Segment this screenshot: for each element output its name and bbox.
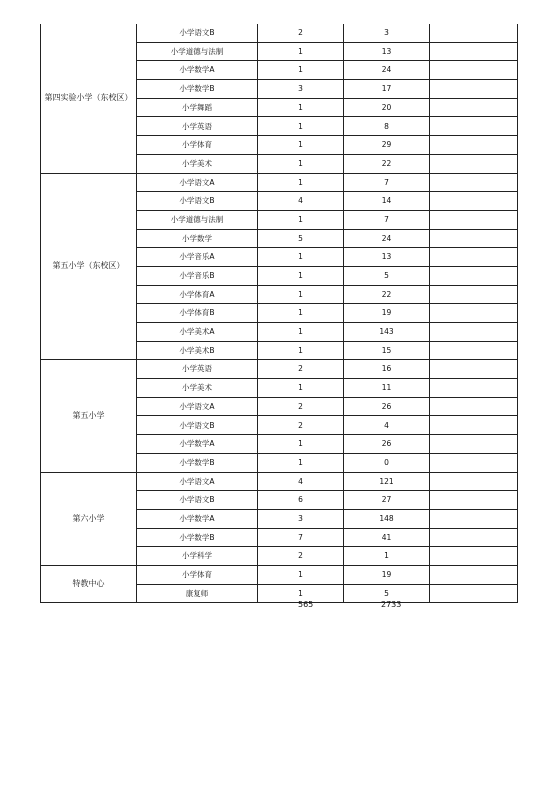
remark-cell: [430, 42, 518, 61]
school-name-cell: 第六小学: [41, 472, 137, 565]
remark-cell: [430, 61, 518, 80]
subject-cell: 小学音乐A: [137, 248, 258, 267]
remark-cell: [430, 98, 518, 117]
count-b-cell: 11: [344, 379, 430, 398]
count-b-cell: 13: [344, 42, 430, 61]
subject-cell: 小学音乐B: [137, 266, 258, 285]
subject-cell: 小学美术: [137, 379, 258, 398]
count-a-cell: 1: [258, 435, 344, 454]
remark-cell: [430, 323, 518, 342]
remark-cell: [430, 229, 518, 248]
remark-cell: [430, 397, 518, 416]
subject-cell: 小学语文B: [137, 416, 258, 435]
table-row: [41, 24, 518, 42]
subject-cell: 小学科学: [137, 547, 258, 566]
count-a-cell: 4: [258, 192, 344, 211]
count-a-cell: 1: [258, 266, 344, 285]
count-b-cell: 121: [344, 472, 430, 491]
count-b-cell: 5: [344, 266, 430, 285]
remark-cell: [430, 528, 518, 547]
count-b-cell: 19: [344, 304, 430, 323]
count-b-cell: 16: [344, 360, 430, 379]
subject-cell: 小学语文A: [137, 472, 258, 491]
school-name-cell: 第五小学: [41, 360, 137, 472]
subject-cell: 小学美术B: [137, 341, 258, 360]
count-b-cell: 24: [344, 61, 430, 80]
count-b-cell: 22: [344, 154, 430, 173]
count-b-cell: 0: [344, 453, 430, 472]
count-b-cell: 148: [344, 509, 430, 528]
school-name-cell: 第四实验小学（东校区）: [41, 24, 137, 173]
count-a-cell: 1: [258, 341, 344, 360]
count-b-cell: 14: [344, 192, 430, 211]
count-b-cell: 1: [344, 547, 430, 566]
count-a-cell: 1: [258, 584, 344, 603]
table-row: [41, 565, 518, 584]
school-name-cell: 第五小学（东校区）: [41, 173, 137, 360]
subject-cell: 小学数学B: [137, 528, 258, 547]
count-a-cell: 1: [258, 61, 344, 80]
remark-cell: [430, 565, 518, 584]
subject-cell: 小学体育: [137, 136, 258, 155]
remark-cell: [430, 24, 518, 42]
subject-cell: 小学体育A: [137, 285, 258, 304]
subject-cell: 小学语文A: [137, 397, 258, 416]
count-b-cell: 15: [344, 341, 430, 360]
subject-cell: 小学语文B: [137, 192, 258, 211]
remark-cell: [430, 341, 518, 360]
subject-cell: 小学英语: [137, 117, 258, 136]
subject-cell: 小学体育: [137, 565, 258, 584]
table-body: [41, 24, 518, 603]
table-row: [41, 173, 518, 192]
remark-cell: [430, 173, 518, 192]
remark-cell: [430, 285, 518, 304]
count-b-cell: 41: [344, 528, 430, 547]
count-a-cell: 1: [258, 117, 344, 136]
count-b-cell: 13: [344, 248, 430, 267]
count-b-cell: 22: [344, 285, 430, 304]
subject-cell: 小学美术: [137, 154, 258, 173]
subject-cell: 小学道德与法制: [137, 210, 258, 229]
count-b-cell: 143: [344, 323, 430, 342]
total-count-b: 2733: [381, 600, 402, 609]
remark-cell: [430, 584, 518, 603]
remark-cell: [430, 491, 518, 510]
count-a-cell: 1: [258, 173, 344, 192]
remark-cell: [430, 435, 518, 454]
remark-cell: [430, 210, 518, 229]
count-a-cell: 1: [258, 248, 344, 267]
subject-cell: 小学舞蹈: [137, 98, 258, 117]
subject-cell: 小学道德与法制: [137, 42, 258, 61]
position-table: [40, 24, 518, 603]
remark-cell: [430, 248, 518, 267]
remark-cell: [430, 192, 518, 211]
count-a-cell: 1: [258, 565, 344, 584]
subject-cell: 小学英语: [137, 360, 258, 379]
remark-cell: [430, 416, 518, 435]
count-a-cell: 5: [258, 229, 344, 248]
count-a-cell: 7: [258, 528, 344, 547]
count-a-cell: 1: [258, 304, 344, 323]
count-b-cell: 26: [344, 397, 430, 416]
count-a-cell: 1: [258, 453, 344, 472]
count-b-cell: 7: [344, 173, 430, 192]
count-b-cell: 29: [344, 136, 430, 155]
count-b-cell: 19: [344, 565, 430, 584]
count-a-cell: 1: [258, 98, 344, 117]
subject-cell: 小学数学A: [137, 61, 258, 80]
count-a-cell: 4: [258, 472, 344, 491]
count-a-cell: 2: [258, 24, 344, 42]
count-a-cell: 1: [258, 285, 344, 304]
table-row: [41, 360, 518, 379]
count-a-cell: 2: [258, 360, 344, 379]
subject-cell: 小学美术A: [137, 323, 258, 342]
remark-cell: [430, 360, 518, 379]
remark-cell: [430, 547, 518, 566]
count-a-cell: 1: [258, 154, 344, 173]
school-name-cell: 特教中心: [41, 565, 137, 602]
subject-cell: 小学数学A: [137, 509, 258, 528]
subject-cell: 小学语文B: [137, 491, 258, 510]
subject-cell: 小学数学B: [137, 453, 258, 472]
count-b-cell: 5: [344, 584, 430, 603]
count-a-cell: 2: [258, 416, 344, 435]
count-a-cell: 2: [258, 397, 344, 416]
count-a-cell: 1: [258, 379, 344, 398]
count-a-cell: 3: [258, 509, 344, 528]
total-count-a: 565: [298, 600, 314, 609]
remark-cell: [430, 472, 518, 491]
count-b-cell: 7: [344, 210, 430, 229]
count-b-cell: 8: [344, 117, 430, 136]
count-b-cell: 24: [344, 229, 430, 248]
remark-cell: [430, 136, 518, 155]
count-a-cell: 1: [258, 210, 344, 229]
count-b-cell: 27: [344, 491, 430, 510]
remark-cell: [430, 154, 518, 173]
count-a-cell: 3: [258, 80, 344, 99]
subject-cell: 小学数学B: [137, 80, 258, 99]
subject-cell: 小学体育B: [137, 304, 258, 323]
remark-cell: [430, 304, 518, 323]
subject-cell: 小学数学: [137, 229, 258, 248]
subject-cell: 小学语文B: [137, 24, 258, 42]
count-a-cell: 1: [258, 136, 344, 155]
remark-cell: [430, 80, 518, 99]
count-a-cell: 2: [258, 547, 344, 566]
table-row: [41, 472, 518, 491]
subject-cell: 康复师: [137, 584, 258, 603]
count-a-cell: 6: [258, 491, 344, 510]
count-b-cell: 4: [344, 416, 430, 435]
subject-cell: 小学语文A: [137, 173, 258, 192]
count-b-cell: 3: [344, 24, 430, 42]
remark-cell: [430, 453, 518, 472]
remark-cell: [430, 379, 518, 398]
remark-cell: [430, 117, 518, 136]
count-b-cell: 26: [344, 435, 430, 454]
remark-cell: [430, 509, 518, 528]
count-a-cell: 1: [258, 323, 344, 342]
remark-cell: [430, 266, 518, 285]
count-a-cell: 1: [258, 42, 344, 61]
count-b-cell: 20: [344, 98, 430, 117]
count-b-cell: 17: [344, 80, 430, 99]
subject-cell: 小学数学A: [137, 435, 258, 454]
